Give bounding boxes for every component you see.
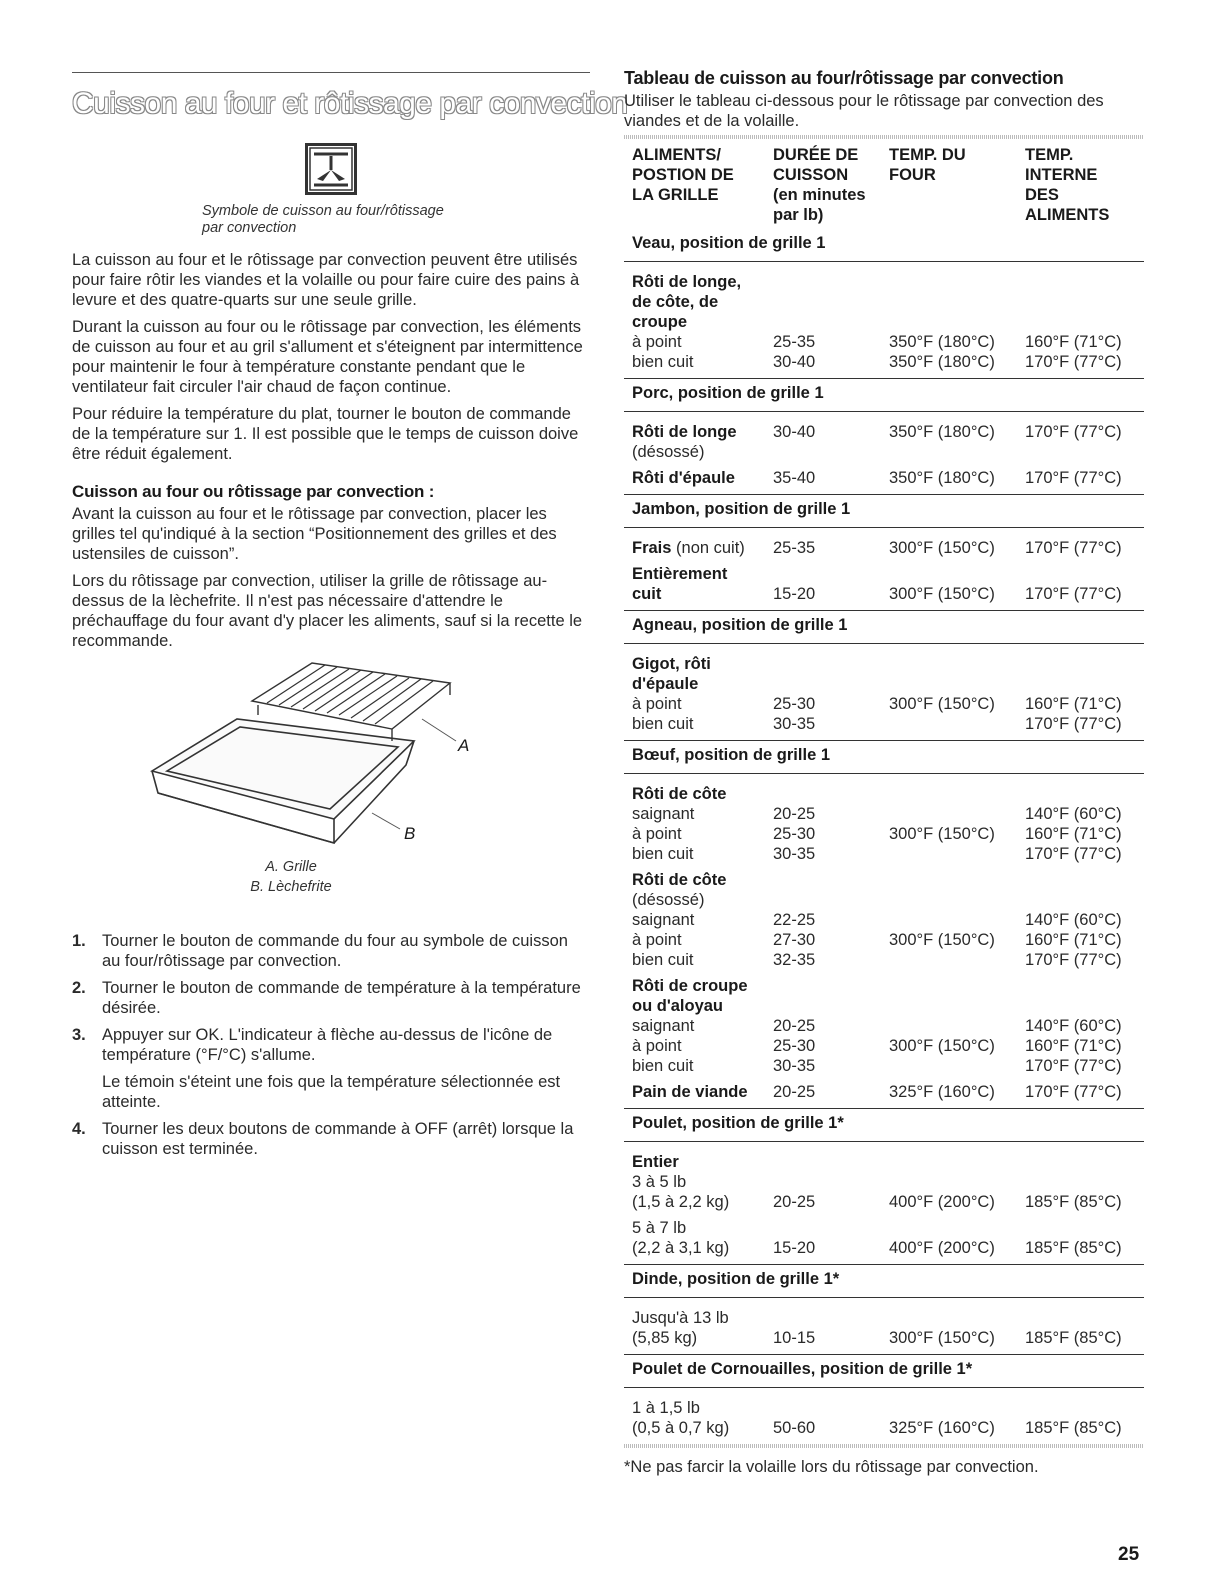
internal-temp-cell: 185°F (85°C) <box>1017 1298 1144 1355</box>
table-heading: Tableau de cuisson au four/rôtissage par convection <box>624 68 1064 88</box>
step-number: 3. <box>72 1026 86 1044</box>
duration-cell: 15-20 <box>765 1212 881 1265</box>
section-row <box>624 741 1144 774</box>
step-1 <box>72 931 590 971</box>
symbol-caption <box>202 203 590 237</box>
duration-cell: 32-35 <box>773 951 816 969</box>
section-row <box>624 611 1144 644</box>
section-label: Poulet de Cornouailles, position de grille 1* <box>624 1355 1144 1388</box>
symbol-caption-line-1: Symbole de cuisson au four/rôtissage <box>202 203 444 219</box>
internal-temp-cell: 185°F (85°C) <box>1017 1212 1144 1265</box>
cooking-table <box>624 139 1144 1440</box>
internal-temp-cell: 185°F (85°C) <box>1025 1419 1122 1437</box>
oven-temp-cell <box>881 714 1017 741</box>
step-text: Appuyer sur OK. L'indicateur à flèche au-dessus de l'icône de température (°F/°C) s'allume. <box>102 1026 553 1064</box>
internal-temp-cell: 170°F (77°C) <box>1025 1057 1122 1075</box>
step-number: 1. <box>72 932 86 950</box>
internal-temp-cell: 170°F (77°C) <box>1017 714 1144 741</box>
duration-cell: 20-25 <box>773 1017 816 1035</box>
oven-temp-cell: 350°F (180°C) <box>889 333 995 351</box>
broiler-pan <box>152 719 414 843</box>
duration-cell: 27-30 <box>773 931 816 949</box>
internal-temp-cell: 170°F (77°C) <box>1025 951 1122 969</box>
oven-temp-cell: 300°F (150°C) <box>889 1037 995 1055</box>
internal-temp-cell: 140°F (60°C) <box>1025 911 1122 929</box>
section-row <box>624 229 1144 262</box>
duration-cell: 35-40 <box>765 462 881 495</box>
oven-temp-cell <box>881 950 1017 970</box>
section-row <box>624 1265 1144 1298</box>
internal-temp-cell: 160°F (71°C) <box>1025 695 1122 713</box>
duration-cell: 50-60 <box>773 1419 816 1437</box>
duration-cell: 30-35 <box>773 1057 816 1075</box>
duration-cell: 20-25 <box>765 1076 881 1109</box>
label-b: B <box>404 824 416 843</box>
oven-temp-cell <box>881 970 1017 1036</box>
steps-list <box>72 931 590 1159</box>
table-row <box>624 930 1144 950</box>
food-cell: Jusqu'à 13 lb (5,85 kg) <box>624 1298 765 1355</box>
table-header-row <box>624 139 1144 229</box>
food-cell: Gigot, rôti d'épaule à point <box>632 655 711 713</box>
duration-cell: 30-40 <box>773 423 816 441</box>
table-row <box>624 1212 1144 1265</box>
internal-temp-cell: 160°F (71°C) <box>1025 931 1122 949</box>
table-row <box>624 462 1144 495</box>
food-cell: bien cuit <box>632 845 694 863</box>
food-cell: bien cuit <box>632 1057 694 1075</box>
internal-temp-cell: 170°F (77°C) <box>1017 1076 1144 1109</box>
oven-temp-cell <box>881 844 1017 864</box>
section-title: Cuisson au four et rôtissage par convection <box>72 87 628 120</box>
internal-temp-cell: 185°F (85°C) <box>1025 1193 1122 1211</box>
food-cell: bien cuit <box>624 352 765 379</box>
table-row <box>624 950 1144 970</box>
table-row <box>624 1056 1144 1076</box>
food-cell: à point <box>632 1037 682 1055</box>
step-text: Tourner le bouton de commande de température à la température désirée. <box>102 979 581 1017</box>
duration-cell: 15-20 <box>765 558 881 611</box>
section-label: Veau, position de grille 1 <box>624 229 1144 262</box>
oven-temp-cell: 350°F (180°C) <box>881 462 1017 495</box>
oven-temp-cell: 400°F (200°C) <box>889 1193 995 1211</box>
section-label: Bœuf, position de grille 1 <box>624 741 1144 774</box>
section-label: Porc, position de grille 1 <box>624 379 1144 412</box>
paragraph-3: Pour réduire la température du plat, tourner le bouton de commande de la température sur 1. Il est possible que le temps de cuisson doive être réduit également. <box>72 405 579 463</box>
table-row <box>624 1036 1144 1056</box>
step-number: 2. <box>72 979 86 997</box>
oven-temp-cell <box>881 864 1017 930</box>
section-label: Dinde, position de grille 1* <box>624 1265 1144 1298</box>
table-row <box>624 1298 1144 1355</box>
section-row <box>624 1109 1144 1142</box>
hatch-rule-bottom <box>624 1444 1144 1448</box>
step-text: Tourner les deux boutons de commande à OFF (arrêt) lorsque la cuisson est terminée. <box>102 1120 574 1158</box>
duration-cell: 25-30 <box>773 695 816 713</box>
internal-temp-cell: 170°F (77°C) <box>1017 558 1144 611</box>
food-cell: à point <box>632 931 682 949</box>
food-cell: Entier 3 à 5 lb (1,5 à 2,2 kg) <box>632 1153 730 1211</box>
table-row <box>624 644 1144 715</box>
oven-temp-cell: 300°F (150°C) <box>889 931 995 949</box>
oven-temp-cell: 325°F (160°C) <box>889 1419 995 1437</box>
header-temp-interne: TEMP. INTERNE DES ALIMENTS <box>1025 146 1110 224</box>
oven-temp-cell: 300°F (150°C) <box>889 539 995 557</box>
paragraph-1: La cuisson au four et le rôtissage par convection peuvent être utilisés pour faire rôtir les viandes et la volaille ou pour faire cuire des pains à levure et des quatre-quarts sur une seule grille. <box>72 251 580 309</box>
step-text: Tourner le bouton de commande du four au symbole de cuisson au four/rôtissage par convection. <box>102 932 568 970</box>
oven-temp-cell: 300°F (150°C) <box>881 1298 1017 1355</box>
oven-temp-cell: 350°F (180°C) <box>889 423 995 441</box>
section-row <box>624 495 1144 528</box>
diagram-caption <box>32 857 550 897</box>
step-4 <box>72 1119 590 1159</box>
oven-temp-cell: 300°F (150°C) <box>889 695 995 713</box>
broiler-pan-illustration <box>72 661 590 871</box>
header-aliments: ALIMENTS/ POSTION DE LA GRILLE <box>632 146 734 204</box>
section-label: Jambon, position de grille 1 <box>624 495 1144 528</box>
step-2 <box>72 978 590 1018</box>
duration-cell: 25-35 <box>773 333 816 351</box>
food-cell: 5 à 7 lb (2,2 à 3,1 kg) <box>624 1212 765 1265</box>
internal-temp-cell: 170°F (77°C) <box>1017 462 1144 495</box>
step-note: Le témoin s'éteint une fois que la température sélectionnée est atteinte. <box>102 1073 561 1111</box>
symbol-caption-line-2: par convection <box>202 220 297 236</box>
duration-cell: 25-35 <box>773 539 816 557</box>
table-row <box>624 714 1144 741</box>
food-cell: Rôti de côte saignant <box>632 785 727 823</box>
internal-temp-cell: 160°F (71°C) <box>1025 1037 1122 1055</box>
internal-temp-cell: 170°F (77°C) <box>1025 423 1122 441</box>
food-cell: Rôti de longe, de côte, de croupe à point <box>632 273 742 351</box>
table-row <box>624 970 1144 1036</box>
section-row <box>624 379 1144 412</box>
food-cell: bien cuit <box>624 714 765 741</box>
food-cell: Rôti de longe (désossé) <box>632 423 737 461</box>
oven-temp-cell <box>881 774 1017 825</box>
oven-temp-cell: 400°F (200°C) <box>881 1212 1017 1265</box>
internal-temp-cell: 160°F (71°C) <box>1025 825 1122 843</box>
table-row <box>624 824 1144 844</box>
label-a: A <box>458 736 470 755</box>
food-cell: Rôti d'épaule <box>624 462 765 495</box>
food-cell: Pain de viande <box>624 1076 765 1109</box>
internal-temp-cell: 170°F (77°C) <box>1025 539 1122 557</box>
duration-cell: 10-15 <box>765 1298 881 1355</box>
food-cell: 1 à 1,5 lb (0,5 à 0,7 kg) <box>632 1399 730 1437</box>
duration-cell: 22-25 <box>773 911 816 929</box>
food-cell: bien cuit <box>632 951 694 969</box>
table-row <box>624 864 1144 930</box>
food-cell: à point <box>632 825 682 843</box>
internal-temp-cell: 160°F (71°C) <box>1025 333 1122 351</box>
table-row <box>624 774 1144 825</box>
food-cell: Rôti de côte (désossé) saignant <box>632 871 727 929</box>
sub-paragraph-1: Avant la cuisson au four et le rôtissage par convection, placer les grilles tel qu'indiqué à la section “Positionnement des grilles et des ustensiles de cuisson”. <box>72 505 557 563</box>
duration-cell: 25-30 <box>773 825 816 843</box>
food-cell: Rôti de croupe ou d'aloyau saignant <box>632 977 748 1035</box>
oven-temp-cell <box>881 1056 1017 1076</box>
section-label: Poulet, position de grille 1* <box>624 1109 1144 1142</box>
step-number: 4. <box>72 1120 86 1138</box>
duration-cell: 30-35 <box>765 714 881 741</box>
oven-temp-cell: 350°F (180°C) <box>881 352 1017 379</box>
duration-cell: 25-30 <box>773 1037 816 1055</box>
table-row <box>624 528 1144 559</box>
left-column <box>72 72 628 1166</box>
internal-temp-cell: 140°F (60°C) <box>1025 805 1122 823</box>
internal-temp-cell: 170°F (77°C) <box>1017 352 1144 379</box>
table-body <box>624 229 1144 1440</box>
page-number: 25 <box>1118 1544 1140 1565</box>
internal-temp-cell: 170°F (77°C) <box>1025 845 1122 863</box>
duration-cell: 20-25 <box>773 1193 816 1211</box>
table-row <box>624 262 1144 353</box>
section-label: Agneau, position de grille 1 <box>624 611 1144 644</box>
table-intro: Utiliser le tableau ci-dessous pour le rôtissage par convection des viandes et de la volaille. <box>624 92 1104 130</box>
paragraph-2: Durant la cuisson au four ou le rôtissage par convection, les éléments de cuisson au four et au gril s'allument et s'éteignent par intermittence pour maintenir le four à température constante pendant que le ventilateur fait circuler l'air chaud de façon continue. <box>72 318 583 396</box>
top-rule <box>72 72 590 73</box>
table-row <box>624 844 1144 864</box>
oven-temp-cell: 300°F (150°C) <box>881 558 1017 611</box>
header-temp-four: TEMP. DU FOUR <box>889 146 966 184</box>
table-row <box>624 1388 1144 1441</box>
convection-bake-icon <box>305 143 357 195</box>
oven-temp-cell: 325°F (160°C) <box>881 1076 1017 1109</box>
table-row <box>624 1142 1144 1213</box>
caption-lechefrite: B. Lèchefrite <box>250 879 332 895</box>
sub-paragraph-2: Lors du rôtissage par convection, utiliser la grille de rôtissage au-dessus de la lèchefrite. Il n'est pas nécessaire d'attendre le préchauffage du four avant d'y placer les aliments, sauf si la recette le recommande. <box>72 572 583 650</box>
table-row <box>624 412 1144 463</box>
step-3 <box>72 1025 590 1112</box>
table-row <box>624 558 1144 611</box>
table-row <box>624 1076 1144 1109</box>
duration-cell: 20-25 <box>773 805 816 823</box>
rack-and-pan-diagram <box>72 661 590 901</box>
oven-temp-cell: 300°F (150°C) <box>889 825 995 843</box>
caption-grille: A. Grille <box>265 859 317 875</box>
section-row <box>624 1355 1144 1388</box>
footnote: *Ne pas farcir la volaille lors du rôtissage par convection. <box>624 1458 1039 1476</box>
right-column <box>624 68 1144 1477</box>
header-duree: DURÉE DE CUISSON (en minutes par lb) <box>773 146 866 224</box>
table-row <box>624 352 1144 379</box>
food-cell: Frais (non cuit) <box>632 539 745 557</box>
internal-temp-cell: 140°F (60°C) <box>1025 1017 1122 1035</box>
convection-symbol <box>72 143 590 197</box>
duration-cell: 30-40 <box>765 352 881 379</box>
duration-cell: 30-35 <box>773 845 816 863</box>
food-cell: Entièrement cuit <box>624 558 765 611</box>
subheading: Cuisson au four ou rôtissage par convection : <box>72 482 435 501</box>
